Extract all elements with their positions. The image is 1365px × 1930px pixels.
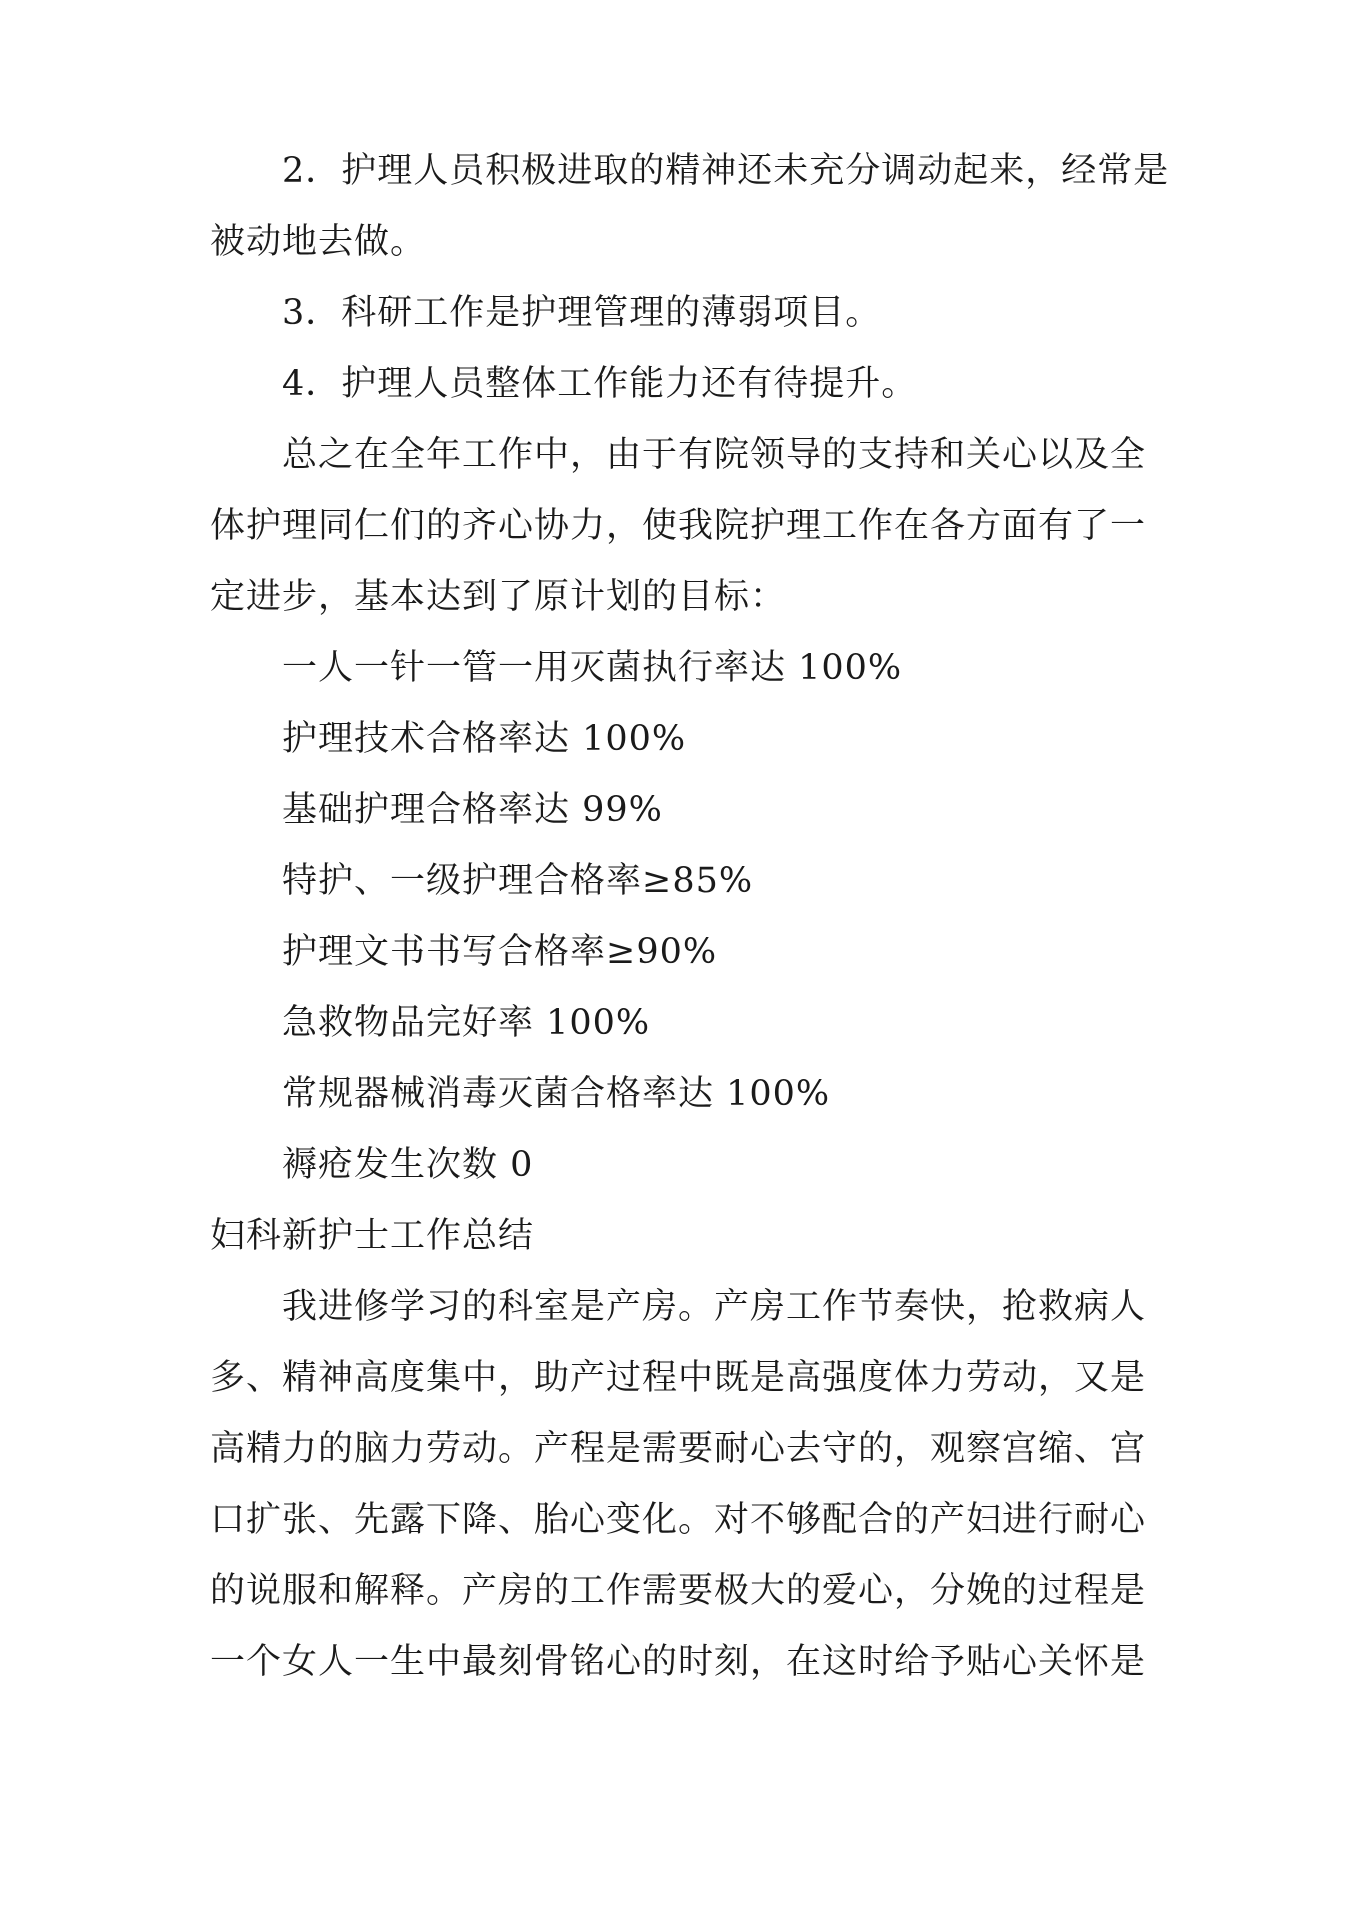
target-item: 急救物品完好率 100% (282, 1003, 651, 1043)
section-title: 妇科新护士工作总结 (210, 1216, 535, 1256)
target-item: 护理技术合格率达 100% (282, 719, 687, 759)
list-item-3: 3．科研工作是护理管理的薄弱项目。 (282, 293, 882, 333)
target-item: 特护、一级护理合格率≥85% (282, 861, 754, 901)
target-item: 护理文书书写合格率≥90% (282, 932, 718, 972)
summary-paragraph: 总之在全年工作中，由于有院领导的支持和关心以及全体护理同仁们的齐心协力，使我院护理工作在各方面有了一定进步，基本达到了原计划的目标： (210, 435, 1147, 617)
list-item-2: 2．护理人员积极进取的精神还未充分调动起来，经常是被动地去做。 (210, 151, 1170, 262)
target-item: 一人一针一管一用灭菌执行率达 100% (282, 648, 903, 688)
document-body (210, 136, 1170, 1698)
section-paragraph: 我进修学习的科室是产房。产房工作节奏快，抢救病人多、精神高度集中，助产过程中既是高强度体力劳动，又是高精力的脑力劳动。产程是需要耐心去守的，观察宫缩、宫口扩张、先露下降、胎心变化。对不够配合的产妇进行耐心的说服和解释。产房的工作需要极大的爱心，分娩的过程是一个女人一生中最刻骨铭心的时刻，在这时给予贴心关怀是 (210, 1287, 1147, 1682)
list-item-4: 4．护理人员整体工作能力还有待提升。 (282, 364, 918, 404)
target-item: 常规器械消毒灭菌合格率达 100% (282, 1074, 831, 1114)
target-item: 基础护理合格率达 99% (282, 790, 663, 830)
target-item: 褥疮发生次数 0 (282, 1145, 534, 1185)
